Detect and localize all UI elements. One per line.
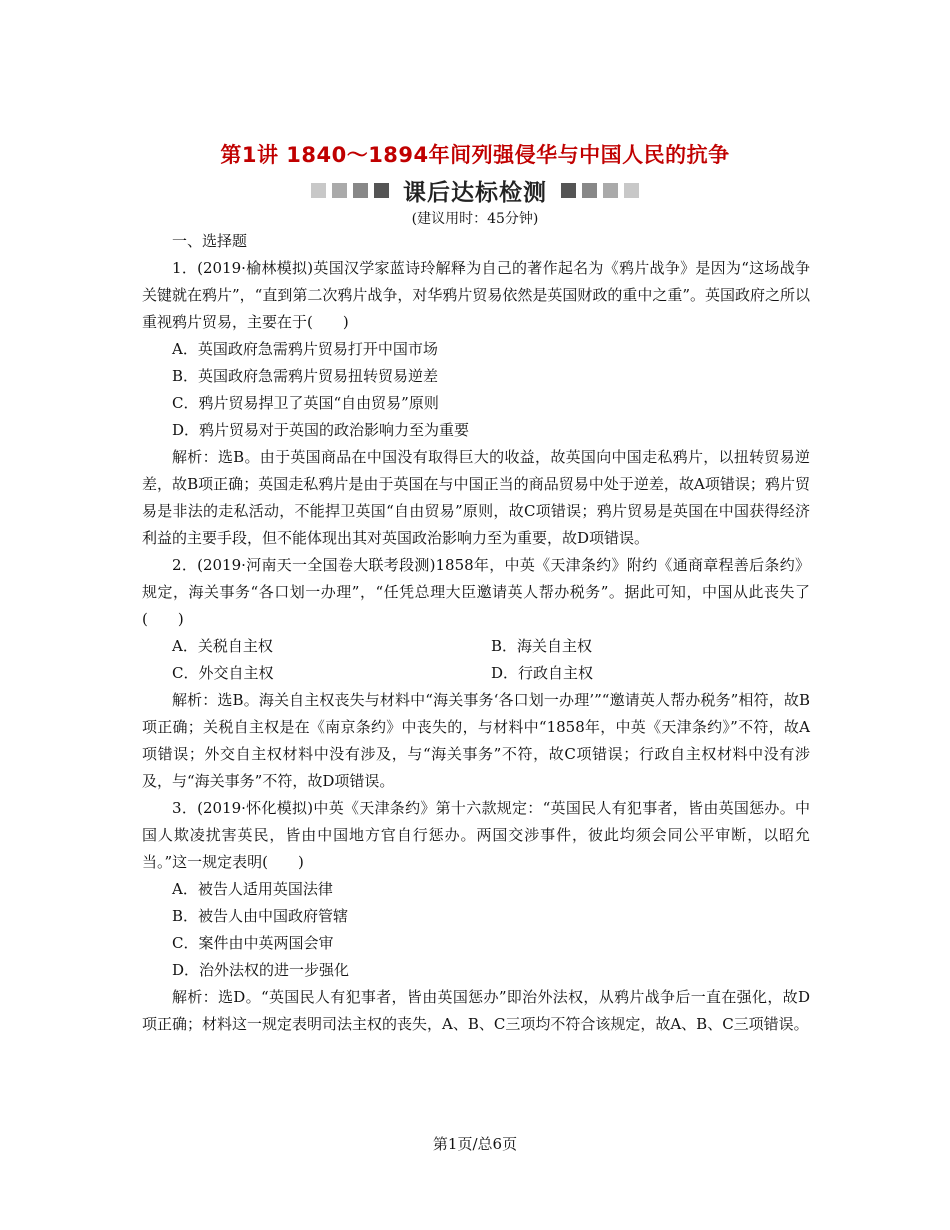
question-3-analysis: 解析：选D。“英国民人有犯事者，皆由英国惩办”即治外法权，从鸦片战争后一直在强化，故D项正确；材料这一规定表明司法主权的丧失，A、B、C三项均不符合该规定，故A、B、C三项错误。 — [142, 988, 810, 1033]
question-2-options-row-1 — [172, 633, 810, 660]
section-heading: 一、选择题 — [172, 232, 248, 250]
banner-title: 课后达标检测 — [403, 180, 547, 206]
question-3-option-a: A．被告人适用英国法律 — [172, 880, 333, 898]
question-2-option-d: D．行政自主权 — [491, 664, 594, 682]
question-1-stem: 1．(2019·榆林模拟)英国汉学家蓝诗玲解释为自己的著作起名为《鸦片战争》是因为“这场战争关键就在鸦片”，“直到第二次鸦片战争，对华鸦片贸易依然是英国财政的重中之重”。英国政府之所以重视鸦片贸易，主要在于( ) — [142, 259, 811, 331]
banner-square — [332, 183, 347, 198]
question-content — [142, 228, 810, 1038]
question-2-option-b: B．海关自主权 — [491, 637, 593, 655]
question-2-stem: 2．(2019·河南天一全国卷大联考段测)1858年，中英《天津条约》附约《通商章程善后条约》规定，海关事务“各口划一办理”，“任凭总理大臣邀请英人帮办税务”。据此可知，中国从此丧失了( ) — [142, 556, 810, 628]
banner-squares-left — [311, 183, 389, 198]
question-1-option-b: B．英国政府急需鸦片贸易扭转贸易逆差 — [172, 367, 439, 385]
banner-square — [374, 183, 389, 198]
banner-square — [624, 183, 639, 198]
banner-squares-right — [561, 183, 639, 198]
question-3-option-c: C．案件由中英两国会审 — [172, 934, 334, 952]
question-2-options-row-2 — [172, 660, 810, 687]
suggested-time: (建议用时：45分钟) — [411, 211, 539, 227]
question-1-analysis: 解析：选B。由于英国商品在中国没有取得巨大的收益，故英国向中国走私鸦片，以扭转贸易逆差，故B项正确；英国走私鸦片是由于英国在与中国正当的商品贸易中处于逆差，故A项错误；鸦片贸易是非法的走私活动，不能捍卫英国“自由贸易”原则，故C项错误；鸦片贸易是英国在中国获得经济利益的主要手段，但不能体现出其对英国政治影响力至为重要，故D项错误。 — [142, 448, 810, 547]
question-1-option-c: C．鸦片贸易捍卫了英国“自由贸易”原则 — [172, 394, 439, 412]
question-2-analysis: 解析：选B。海关自主权丧失与材料中“海关事务‘各口划一办理’”“邀请英人帮办税务”相符，故B项正确；关税自主权是在《南京条约》中丧失的，与材料中“1858年，中英《天津条约》”不符，故A项错误；外交自主权材料中没有涉及，与“海关事务”不符，故C项错误；行政自主权材料中没有涉及，与“海关事务”不符，故D项错误。 — [142, 691, 810, 790]
question-1-option-a: A．英国政府急需鸦片贸易打开中国市场 — [172, 340, 438, 358]
question-3-option-d: D．治外法权的进一步强化 — [172, 961, 350, 979]
banner-square — [603, 183, 618, 198]
question-3-stem: 3．(2019·怀化模拟)中英《天津条约》第十六款规定：“英国民人有犯事者，皆由英国惩办。中国人欺凌扰害英民，皆由中国地方官自行惩办。两国交涉事件，彼此均须会同公平审断，以昭允当。”这一规定表明( ) — [142, 799, 810, 871]
page-footer: 第1页/总6页 — [432, 1135, 518, 1153]
banner — [0, 174, 950, 207]
banner-square — [311, 183, 326, 198]
question-3-option-b: B．被告人由中国政府管辖 — [172, 907, 349, 925]
banner-square — [561, 183, 576, 198]
question-2-option-c: C．外交自主权 — [172, 664, 274, 682]
banner-square — [582, 183, 597, 198]
banner-square — [353, 183, 368, 198]
page-title: 第1讲 1840～1894年间列强侵华与中国人民的抗争 — [220, 143, 730, 167]
question-1-option-d: D．鸦片贸易对于英国的政治影响力至为重要 — [172, 421, 470, 439]
question-2-option-a: A．关税自主权 — [172, 637, 273, 655]
